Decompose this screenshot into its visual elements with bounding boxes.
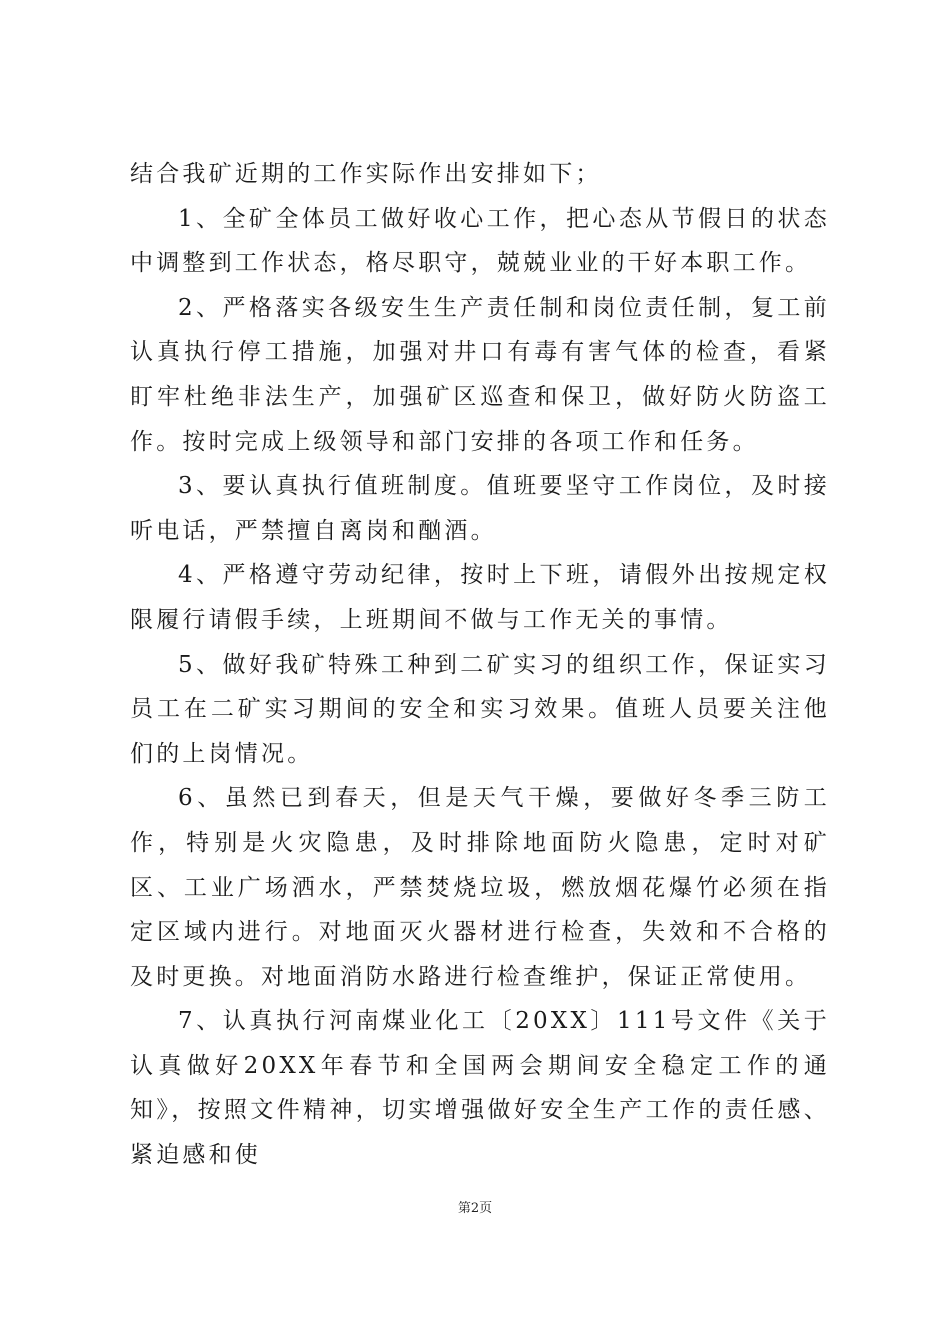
paragraph-item-2: 2、严格落实各级安生生产责任制和岗位责任制，复工前认真执行停工措施，加强对井口有毒有害气体的检查，看紧盯牢杜绝非法生产，加强矿区巡查和保卫，做好防火防盗工作。按时完成上级领导和部门安排的各项工作和任务。 xyxy=(130,294,830,455)
page-number: 第2页 xyxy=(457,1201,493,1216)
paragraph-item-3: 3、要认真执行值班制度。值班要坚守工作岗位，及时接听电话，严禁擅自离岗和酗酒。 xyxy=(130,473,830,544)
paragraph-item-4: 4、严格遵守劳动纪律，按时上下班，请假外出按规定权限履行请假手续，上班期间不做与工作无关的事情。 xyxy=(130,562,830,633)
intro-paragraph: 结合我矿近期的工作实际作出安排如下； xyxy=(130,161,602,187)
paragraph-item-5: 5、做好我矿特殊工种到二矿实习的组织工作，保证实习员工在二矿实习期间的安全和实习效果。值班人员要关注他们的上岗情况。 xyxy=(130,651,830,767)
paragraph-item-6: 6、虽然已到春天，但是天气干燥，要做好冬季三防工作，特别是火灾隐患，及时排除地面防火隐患，定时对矿区、工业广场洒水，严禁焚烧垃圾，燃放烟花爆竹必须在指定区域内进行。对地面灭火器材进行检查，失效和不合格的及时更换。对地面消防水路进行检查维护，保证正常使用。 xyxy=(130,785,830,990)
document-body xyxy=(130,152,830,1178)
paragraph-item-1: 1、全矿全体员工做好收心工作，把心态从节假日的状态中调整到工作状态，格尽职守，兢兢业业的干好本职工作。 xyxy=(130,205,830,277)
paragraph-item-7: 7、认真执行河南煤业化工〔20XX〕111号文件《关于认真做好20XX年春节和全国两会期间安全稳定工作的通知》，按照文件精神，切实增强做好安全生产工作的责任感、紧迫感和使 xyxy=(130,1008,830,1169)
